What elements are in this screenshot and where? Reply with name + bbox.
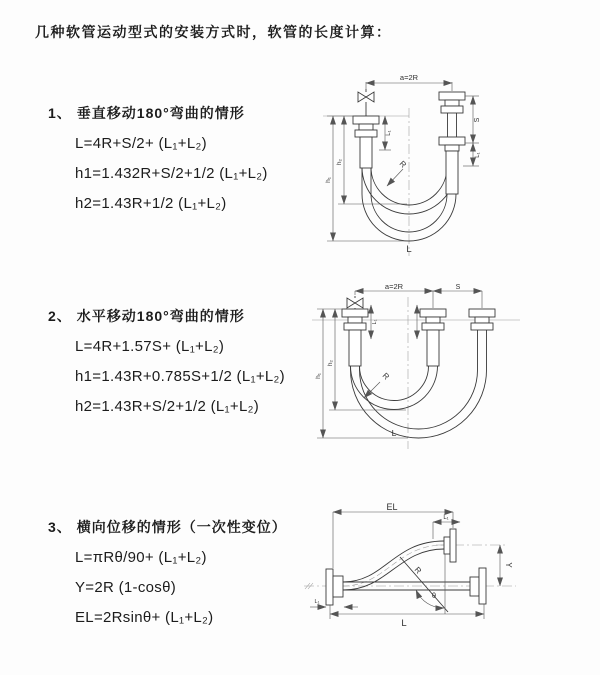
dim-label-radius: R	[380, 371, 391, 382]
dim-label-radius: R	[412, 565, 424, 576]
dim-label-width: a=2R	[399, 73, 419, 82]
braided-hose-section	[446, 151, 458, 194]
braided-hose-section	[349, 330, 361, 366]
valve-icon	[358, 92, 374, 102]
section-number: 1、	[48, 105, 72, 121]
section-heading	[48, 306, 285, 332]
section-number: 2、	[48, 308, 72, 324]
dim-label-length: L	[406, 244, 412, 255]
flange-fitting	[475, 317, 489, 323]
flange-fitting	[469, 309, 495, 317]
formula-h1: h1=1.43R+0.785S+1/2 (L₁+L₂)	[75, 368, 285, 385]
flange-fitting	[344, 323, 366, 330]
flange-fitting	[348, 317, 362, 323]
dim-label-travel: S	[455, 284, 461, 291]
flange-fitting	[441, 106, 463, 113]
flange-fitting	[444, 537, 450, 554]
flange-fitting	[326, 569, 333, 605]
page-title: 几种软管运动型式的安装方式时，软管的长度计算：	[35, 24, 392, 40]
diagram-horizontal-180-bend	[310, 281, 600, 453]
flange-fitting	[422, 323, 444, 330]
section-heading	[48, 103, 268, 129]
flange-fitting	[471, 323, 493, 330]
hose-tubes	[351, 330, 487, 438]
section-heading-text: 横向位移的情形（一次性变位）	[76, 519, 287, 535]
section-heading-text: 垂直移动180°弯曲的情形	[76, 105, 245, 121]
formula-length: L=πRθ/90+ (L₁+L₂)	[75, 549, 207, 566]
dim-label-length: L	[401, 618, 407, 629]
radius-leader	[387, 169, 403, 186]
right-fitting	[439, 92, 465, 194]
section-heading-text: 水平移动180°弯曲的情形	[76, 308, 245, 324]
dim-label-offset: Y	[504, 562, 513, 568]
left-fitting	[326, 569, 343, 605]
dim-label-fitting-right: L₁	[475, 152, 481, 158]
dim-label-height-inner: h₂	[336, 158, 343, 166]
left-fitting	[353, 89, 379, 168]
formula-h2: h2=1.43R+1/2 (L₁+L₂)	[75, 195, 227, 212]
section-number: 3、	[48, 519, 72, 535]
flange-fitting	[479, 568, 486, 604]
flange-fitting	[439, 137, 465, 145]
flange-fitting	[333, 576, 343, 597]
flange-fitting	[470, 577, 479, 596]
formula-length: L=4R+S/2+ (L₁+L₂)	[75, 135, 207, 152]
flange-fitting	[439, 92, 465, 100]
dim-label-fitting-left: L₁	[314, 599, 320, 605]
flange-fitting	[359, 124, 373, 130]
radius-line	[400, 557, 448, 612]
hose-arc	[360, 330, 478, 429]
formula-h1: h1=1.432R+S/2+1/2 (L₁+L₂)	[75, 165, 268, 182]
dim-label-travel: S	[474, 117, 481, 123]
section-vertical-movement	[48, 103, 268, 219]
hose-arc	[360, 366, 429, 401]
formula-length: L=4R+1.57S+ (L₁+L₂)	[75, 338, 225, 355]
flange-fitting	[445, 145, 459, 151]
flange-fitting	[342, 309, 368, 317]
dim-label-height-outer: h₁	[325, 177, 332, 183]
radius-leader	[364, 382, 380, 398]
formula-h2: h2=1.43R+S/2+1/2 (L₁+L₂)	[75, 398, 260, 415]
section-horizontal-movement	[48, 306, 285, 422]
hose-curve	[343, 541, 444, 582]
flange-fitting	[450, 529, 456, 562]
left-fitting	[342, 296, 368, 366]
flange-fitting	[355, 130, 377, 137]
dim-label-width: a=2R	[384, 282, 404, 291]
dim-label-fitting: L₁	[372, 319, 378, 325]
angle-arc	[416, 590, 444, 608]
angle-construction	[400, 554, 448, 614]
flange-fitting	[420, 309, 446, 317]
lower-right-fitting	[470, 568, 486, 604]
valve-icon	[347, 298, 363, 308]
dimension-labels	[315, 502, 513, 629]
dim-label-fitting-top: L₁	[443, 515, 449, 521]
diagram-lateral-displacement	[300, 502, 600, 644]
dim-label-span: EL	[386, 502, 398, 512]
section-heading	[48, 517, 287, 543]
dim-label-angle: θ	[431, 591, 437, 600]
dim-label-height-outer: h₁	[315, 373, 322, 379]
hose-curve	[343, 549, 444, 590]
dim-label-radius: R	[397, 159, 408, 170]
right-fitting	[469, 309, 495, 330]
flange-fitting	[353, 116, 379, 124]
braided-hose-section	[360, 137, 372, 168]
flange-fitting	[445, 100, 459, 106]
dimensions	[310, 512, 500, 619]
section-lateral-displacement	[48, 517, 287, 633]
top-right-fitting	[444, 529, 456, 562]
middle-fitting	[420, 309, 446, 366]
hose-arc	[351, 330, 487, 438]
braided-hose-section	[427, 330, 439, 366]
dim-label-length: L	[391, 428, 397, 438]
flange-fitting	[426, 317, 440, 323]
formula-el: EL=2Rsinθ+ (L₁+L₂)	[75, 609, 214, 626]
hose-arc	[351, 366, 438, 410]
dim-label-fitting-left: L₁	[386, 130, 392, 136]
diagram-vertical-180-bend	[313, 70, 598, 260]
formula-offset: Y=2R (1-cosθ)	[75, 579, 177, 596]
dim-label-height-inner: h₂	[327, 359, 334, 367]
